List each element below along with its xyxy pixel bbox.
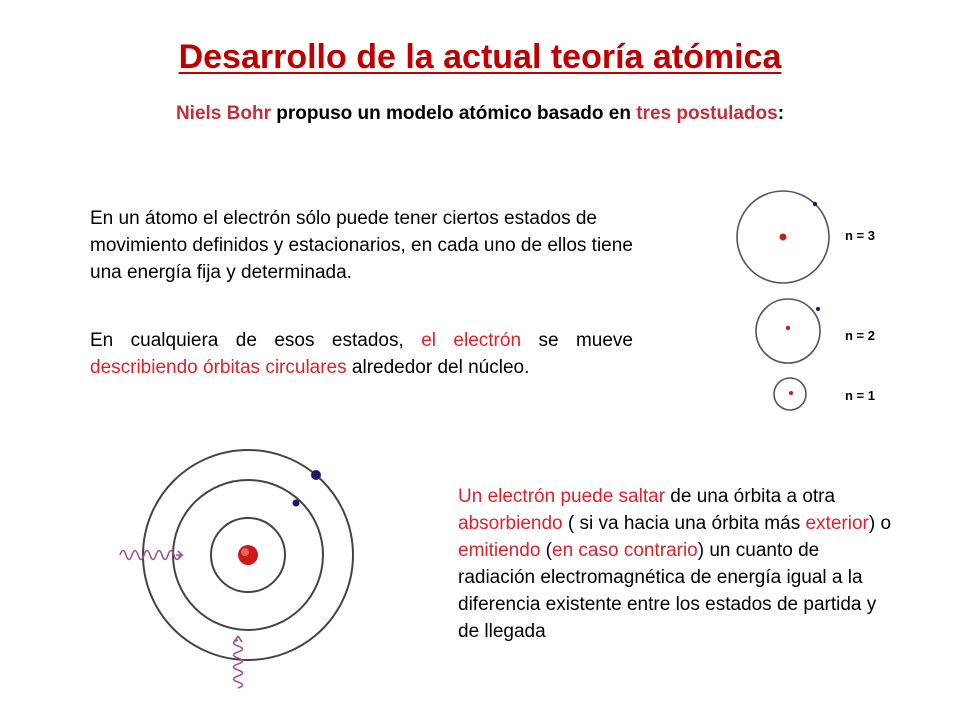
postulate-2-part2: se mueve — [521, 330, 633, 351]
nucleus-n3-icon — [780, 234, 787, 241]
postulate-3-highlight4: emitiendo — [458, 540, 541, 561]
label-n1: n = 1 — [845, 388, 875, 403]
postulate-3-highlight1: Un electrón puede saltar — [458, 486, 666, 507]
energy-levels-diagram — [725, 185, 910, 415]
postulate-2-part3: alrededor del núcleo. — [346, 357, 530, 378]
postulate-3-highlight5: en caso contrario — [552, 540, 698, 561]
subtitle-name: Niels Bohr — [175, 103, 271, 124]
orbit-n3 — [737, 191, 829, 283]
photon-absorption-icon — [234, 640, 243, 688]
nucleus-n1-icon — [789, 391, 793, 395]
orbit-n2 — [756, 299, 820, 363]
page-title: Desarrollo de la actual teoría atómica — [178, 38, 782, 76]
electron-middle-icon — [293, 500, 300, 507]
subtitle — [0, 103, 960, 125]
nucleus-n2-icon — [786, 326, 790, 330]
postulate-1: En un átomo el electrón sólo puede tener ciertos estados de movimiento definidos y estacionarios, en cada uno de ellos tiene una energía fija y determinada. — [90, 208, 633, 283]
postulate-3-highlight3: exterior — [805, 513, 869, 534]
postulate-3-highlight2: absorbiendo — [458, 513, 563, 534]
postulate-3-part5: ) un cuanto de radiación electromagnética de energía igual a la diferencia existente entre los estados de partida y de llegada — [458, 540, 877, 642]
orbit-n1 — [774, 378, 806, 410]
postulate-3-part3: ) o — [868, 513, 892, 534]
postulate-2-highlight1: el electrón — [421, 330, 522, 351]
subtitle-highlight: tres postulados — [636, 103, 778, 124]
electron-n2-icon — [816, 307, 820, 311]
bohr-atom-diagram — [110, 445, 410, 705]
electron-n3-icon — [813, 202, 817, 206]
postulate-2-highlight2: describiendo órbitas circulares — [90, 357, 347, 378]
photon-emission-icon — [120, 551, 180, 560]
nucleus-icon — [238, 545, 258, 565]
postulate-3-part4: ( — [540, 540, 552, 561]
postulate-2-part1: En cualquiera de esos estados, — [90, 330, 422, 351]
postulate-3-part1: de una órbita a otra — [665, 486, 836, 507]
postulate-3 — [458, 483, 898, 645]
subtitle-text: propuso un modelo atómico basado en — [270, 103, 637, 124]
postulate-3-part2: ( si va hacia una órbita más — [562, 513, 806, 534]
electron-outer-icon — [311, 470, 321, 480]
label-n3: n = 3 — [845, 228, 875, 243]
label-n2: n = 2 — [845, 328, 875, 343]
postulate-2 — [90, 327, 633, 381]
subtitle-colon: : — [777, 103, 785, 124]
